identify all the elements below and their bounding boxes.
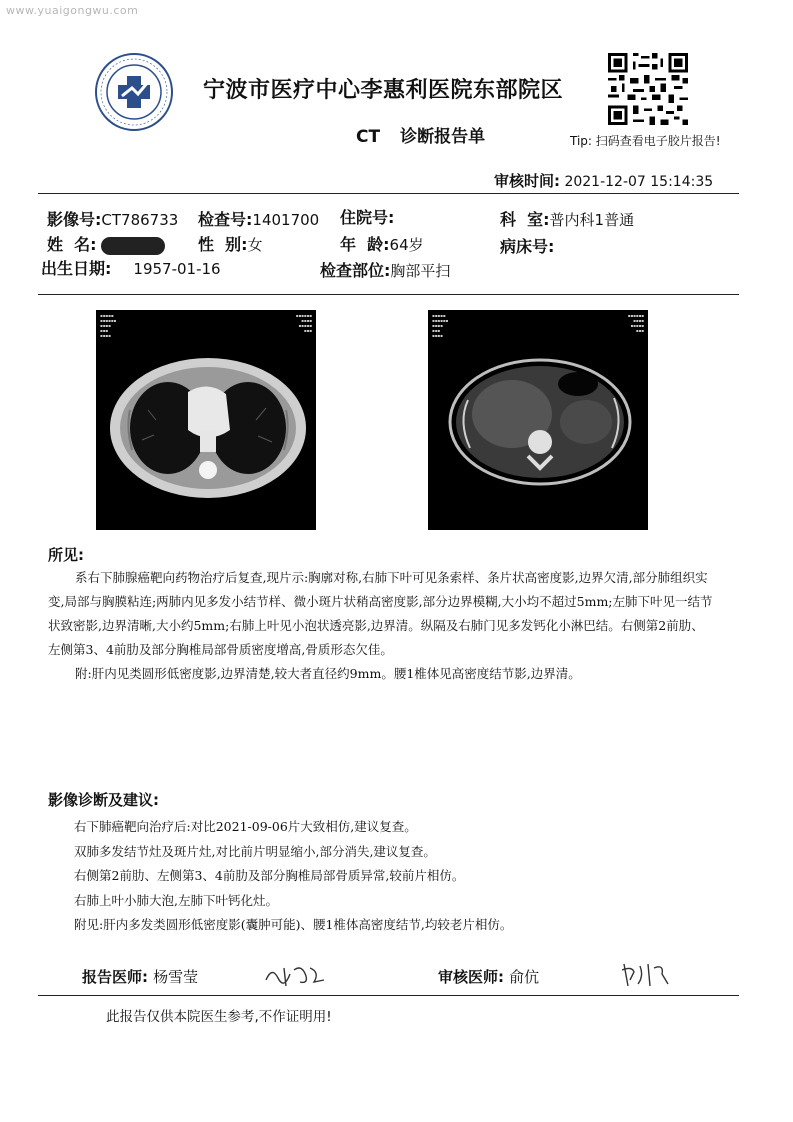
diagnosis-title: 影像诊断及建议: (48, 791, 159, 809)
birth-value: 1957-01-16 (133, 260, 221, 278)
age (340, 232, 424, 255)
age-value: 64岁 (389, 236, 424, 254)
scan-overlay-text-right: ▪▪▪▪▪▪ ▪▪▪▪ ▪▪▪▪▪ ▪▪▪ (295, 313, 312, 333)
findings-paragraph-1: 系右下肺腺癌靶向药物治疗后复查,现片示:胸廓对称,右肺下叶可见条索样、条片状高密度影,边界欠清,部分肺组织实变,局部与胸膜粘连;两肺内见多发小结节样、微小斑片状稍高密度影,部分边界模糊,大小均不超过5mm;左肺下叶见一结节状致密影,边界清晰,大小约5mm;右肺上叶见小泡状透亮影,边界清。纵隔及右肺门见多发钙化小淋巴结。右侧第2前肋、左侧第3、4前肋及部分胸椎局部骨质密度增高,骨质形态欠佳。 (48, 570, 713, 657)
exam-no (198, 207, 319, 230)
findings-paragraph-2: 附:肝内见类圆形低密度影,边界清楚,较大者直径约9mm。腰1椎体见高密度结节影,边界清。 (75, 666, 581, 681)
reviewer (438, 966, 539, 987)
birth-date (41, 256, 221, 279)
reviewer-label: 审核医师: (438, 968, 504, 986)
exam-site-label: 检查部位: (320, 261, 391, 280)
exam-no-label: 检查号: (198, 210, 253, 229)
report-title (356, 122, 485, 147)
scan2-overlay-text-left: ▪▪▪▪▪ ▪▪▪▪▪▪ ▪▪▪▪ ▪▪▪ ▪▪▪▪ (432, 313, 449, 338)
watermark-text: www.yuaigongwu.com (6, 4, 139, 17)
review-time (494, 170, 713, 191)
exam-site (320, 258, 450, 281)
ct-scan-soft-tissue-window[interactable] (428, 310, 648, 530)
reporter-handwritten-signature (262, 960, 328, 990)
admission-no (340, 205, 394, 228)
reviewer-handwritten-signature (618, 958, 674, 990)
divider-info (38, 294, 739, 295)
age-label: 年 龄: (340, 235, 390, 254)
scan2-overlay-text-right: ▪▪▪▪▪▪ ▪▪▪▪ ▪▪▪▪▪ ▪▪▪ (627, 313, 644, 333)
exam-no-value: 1401700 (252, 211, 320, 229)
patient-name (47, 232, 165, 255)
name-redacted-mark (101, 237, 165, 255)
ct-lung-window-image (96, 310, 316, 530)
image-no (47, 207, 178, 230)
footer-note: 此报告仅供本院医生参考,不作证明用! (106, 1009, 332, 1025)
ct-soft-tissue-image (428, 310, 648, 530)
diagnosis-line: 双肺多发结节灶及斑片灶,对比前片明显缩小,部分消失,建议复查。 (74, 843, 436, 859)
image-no-value: CT786733 (101, 211, 179, 229)
department (500, 207, 634, 230)
bed-no (500, 234, 554, 257)
image-no-label: 影像号: (47, 210, 102, 229)
sex-value: 女 (247, 236, 263, 254)
reporter (82, 966, 198, 987)
sex (198, 232, 263, 255)
diagnosis-line: 附见:肝内多发类圆形低密度影(囊肿可能)、腰1椎体高密度结节,均较老片相仿。 (74, 917, 513, 932)
diagnosis-line: 右下肺癌靶向治疗后:对比2021-09-06片大致相仿,建议复查。 (74, 819, 417, 834)
ct-scan-lung-window[interactable] (96, 310, 316, 530)
qr-code-icon[interactable] (608, 53, 688, 125)
divider-bottom (38, 995, 739, 996)
divider-top (38, 193, 739, 194)
sex-label: 性 别: (198, 235, 248, 254)
findings-text (48, 566, 713, 686)
birth-label: 出生日期: (41, 259, 112, 278)
review-time-value: 2021-12-07 15:14:35 (564, 174, 714, 190)
bed-no-label: 病床号: (500, 237, 555, 256)
review-time-label: 审核时间: (494, 172, 560, 190)
exam-site-value: 胸部平扫 (390, 262, 451, 280)
department-label: 科 室: (500, 210, 550, 229)
diagnosis-line: 右侧第2前肋、左侧第3、4前肋及部分胸椎局部骨质异常,较前片相仿。 (74, 868, 465, 883)
hospital-logo-icon (94, 52, 174, 132)
report-title-text: 诊断报告单 (400, 127, 486, 147)
reporter-label: 报告医师: (82, 968, 148, 986)
qr-tip: Tip: 扫码查看电子胶片报告! (570, 134, 721, 148)
hospital-name: 宁波市医疗中心李惠利医院东部院区 (203, 77, 564, 103)
scan-overlay-text-left: ▪▪▪▪▪ ▪▪▪▪▪▪ ▪▪▪▪ ▪▪▪ ▪▪▪▪ (100, 313, 117, 338)
report-type: CT (356, 127, 381, 147)
diagnosis-line: 右肺上叶小肺大泡,左肺下叶钙化灶。 (74, 892, 278, 908)
name-label: 姓 名: (47, 235, 97, 254)
admission-no-label: 住院号: (340, 208, 395, 227)
findings-title: 所见: (48, 546, 84, 564)
reviewer-name: 俞伉 (509, 968, 540, 986)
diagnosis-list (74, 815, 512, 938)
department-value: 普内科1普通 (549, 211, 635, 229)
reporter-name: 杨雪莹 (153, 968, 199, 986)
